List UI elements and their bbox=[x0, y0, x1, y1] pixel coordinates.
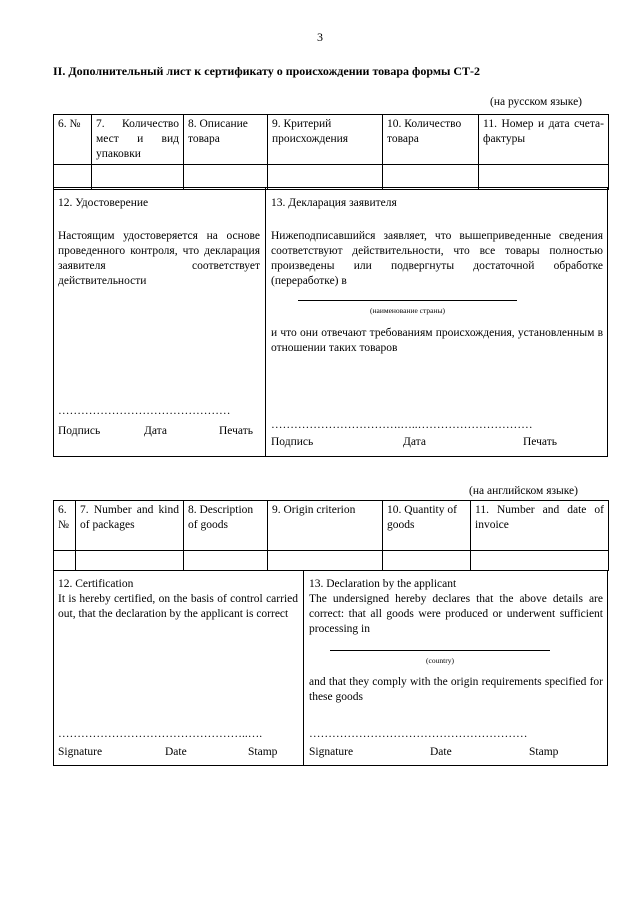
divider bbox=[303, 570, 304, 766]
table-cell-origin-criterion[interactable] bbox=[268, 551, 383, 571]
signature-label: Signature bbox=[58, 746, 103, 758]
table-cell-invoice[interactable] bbox=[479, 165, 609, 190]
page-number: 3 bbox=[317, 30, 323, 44]
signature-label: Signature bbox=[309, 746, 354, 758]
stamp-label: Печать bbox=[523, 436, 557, 448]
column-header-origin-criterion: 9. Критерий происхождения bbox=[268, 115, 383, 165]
column-header-origin-criterion: 9. Origin criterion bbox=[268, 501, 383, 551]
table-cell-number[interactable] bbox=[54, 551, 76, 571]
date-label: Дата bbox=[403, 436, 426, 448]
column-header-description: 8. Description of goods bbox=[184, 501, 268, 551]
signature-line: …………………………………………..…. bbox=[58, 728, 263, 740]
language-note-russian: (на русском языке) bbox=[490, 96, 582, 108]
certification-text: It is hereby certified, on the basis of control carried out, that the declaration by the applicant is correct bbox=[58, 593, 298, 620]
table-cell-packages[interactable] bbox=[76, 551, 184, 571]
signature-label: Подпись bbox=[58, 425, 101, 437]
country-caption: (наименование страны) bbox=[369, 306, 446, 315]
table-cell-description[interactable] bbox=[184, 551, 268, 571]
column-header-number: 6. № bbox=[54, 501, 76, 551]
goods-table-russian bbox=[53, 114, 609, 190]
column-header-invoice: 11. Номер и дата счета-фактуры bbox=[479, 115, 609, 165]
date-label: Date bbox=[165, 746, 187, 758]
signature-label: Подпись bbox=[271, 436, 314, 448]
signature-line: ……………………………………… bbox=[58, 405, 231, 417]
column-header-quantity: 10. Количество товара bbox=[383, 115, 479, 165]
table-cell-origin-criterion[interactable] bbox=[268, 165, 383, 190]
declaration-text-continued: and that they comply with the origin requirements specified for these goods bbox=[309, 676, 603, 703]
language-note-english: (на английском языке) bbox=[469, 485, 578, 497]
certification-text: Настоящим удостоверяется на основе проведенного контроля, что декларация заявителя соответствует действительности bbox=[58, 230, 260, 287]
page-title: II. Дополнительный лист к сертификату о происхождении товара формы СТ-2 bbox=[53, 64, 481, 78]
table-cell-invoice[interactable] bbox=[471, 551, 609, 571]
table-cell-description[interactable] bbox=[184, 165, 268, 190]
country-field[interactable] bbox=[298, 300, 517, 301]
country-caption: (country) bbox=[426, 656, 454, 665]
column-header-quantity: 10. Quantity of goods bbox=[383, 501, 471, 551]
column-header-description: 8. Описание товара bbox=[184, 115, 268, 165]
column-header-packages: 7. Number and kind of packages bbox=[76, 501, 184, 551]
table-cell-packages[interactable] bbox=[92, 165, 184, 190]
table-cell-number[interactable] bbox=[54, 165, 92, 190]
signature-line: ………………………………………………… bbox=[309, 728, 528, 740]
column-header-invoice: 11. Number and date of invoice bbox=[471, 501, 609, 551]
certification-heading: 12. Удостоверение bbox=[58, 197, 149, 209]
column-header-number: 6. № bbox=[54, 115, 92, 165]
table-cell-quantity[interactable] bbox=[383, 551, 471, 571]
declaration-text: Нижеподписавшийся заявляет, что вышеприведенные сведения соответствуют действительности, что все товары полностью произведены или подвергнуты достаточной обработке (переработке) в bbox=[271, 230, 603, 287]
stamp-label: Stamp bbox=[529, 746, 559, 758]
stamp-label: Печать bbox=[219, 425, 253, 437]
declaration-text-continued: и что они отвечают требованиям происхождения, установленным в отношении таких товаров bbox=[271, 327, 603, 354]
table-cell-quantity[interactable] bbox=[383, 165, 479, 190]
goods-table-english bbox=[53, 500, 609, 571]
date-label: Date bbox=[430, 746, 452, 758]
stamp-label: Stamp bbox=[248, 746, 278, 758]
country-field[interactable] bbox=[330, 650, 550, 651]
divider bbox=[265, 187, 266, 457]
certification-heading: 12. Certification bbox=[58, 578, 134, 590]
date-label: Дата bbox=[144, 425, 167, 437]
declaration-heading: 13. Declaration by the applicant bbox=[309, 578, 457, 590]
declaration-text: The undersigned hereby declares that the above details are correct: that all goods were produced or underwent sufficient processing in bbox=[309, 593, 603, 635]
declaration-heading: 13. Декларация заявителя bbox=[271, 197, 397, 209]
signature-line: …………………………….…..………………………… bbox=[271, 419, 533, 431]
column-header-packages: 7. Количество мест и вид упаковки bbox=[92, 115, 184, 165]
